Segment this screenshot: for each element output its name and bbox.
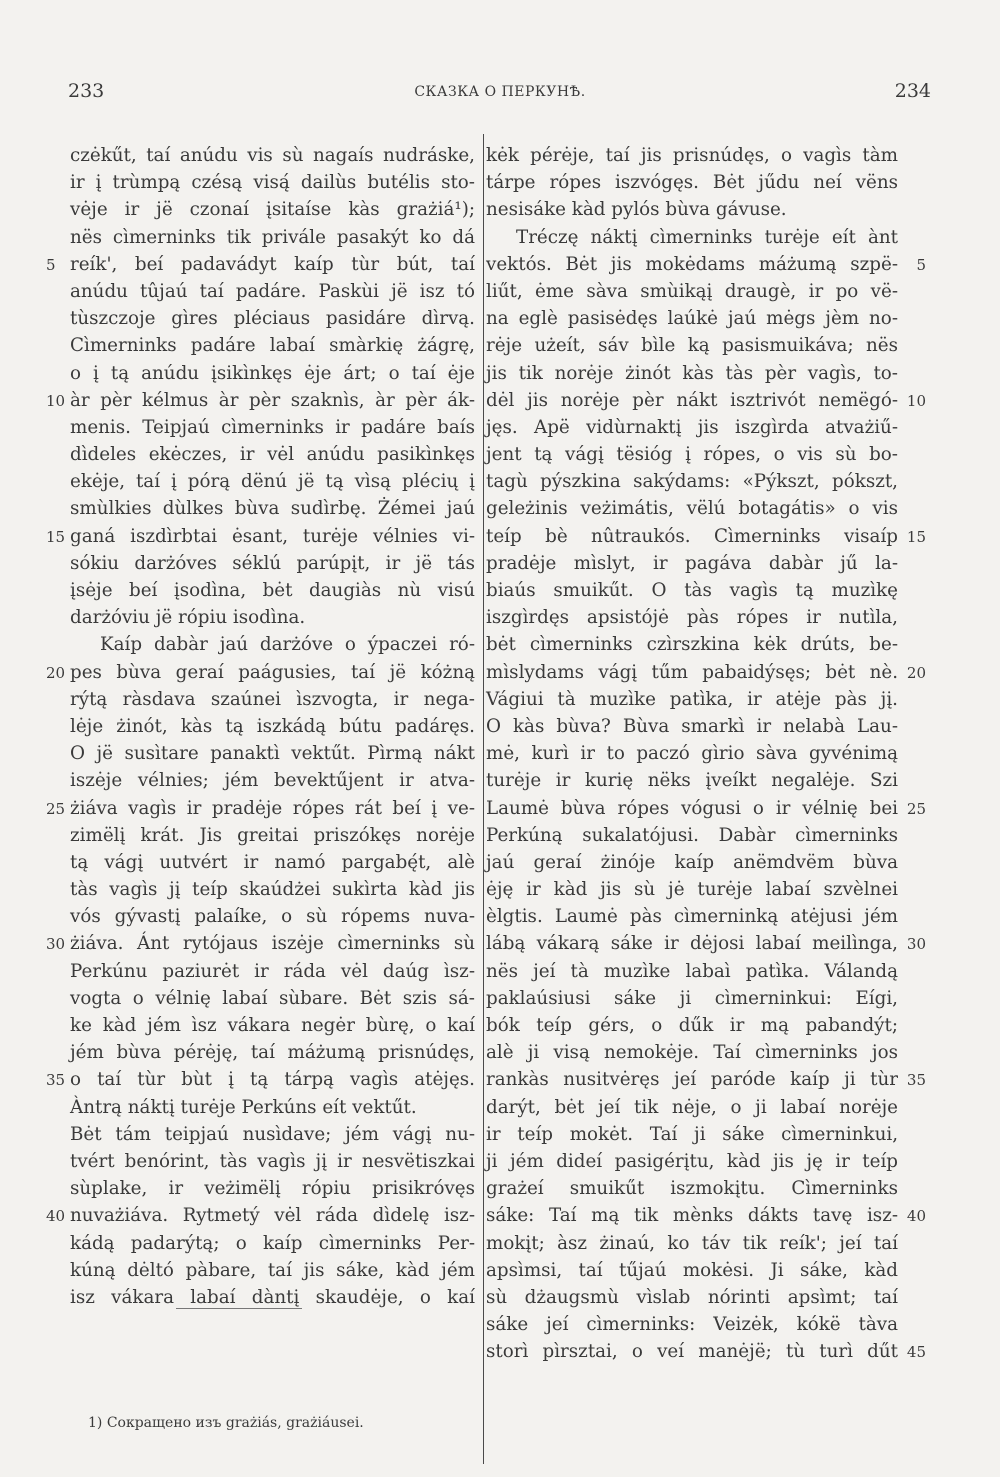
text-line — [70, 1012, 475, 1039]
line-number: 5 — [916, 255, 926, 274]
text-line — [486, 387, 926, 414]
line-number: 5 — [46, 255, 56, 274]
text-line — [486, 713, 898, 740]
text-line — [70, 169, 475, 196]
line-text: reík', beí padavádyt kaíp tùr bút, taí — [70, 253, 475, 275]
line-number: 20 — [906, 663, 926, 682]
line-text: kėk pérėje, taí jis prisnúdęs, o vagìs tàm — [486, 145, 898, 166]
running-title: СКАЗКА О ПЕРКУНѢ. — [414, 84, 586, 100]
text-line — [486, 1338, 926, 1365]
line-text: biaús smuikűt. O tàs vagìs tą muzìkę — [486, 580, 898, 601]
text-line — [70, 550, 475, 577]
line-text: apsìmsi, taí tűjaú mokėsi. Ji sáke, kàd — [486, 1259, 898, 1281]
line-text: dėl jis norėje pèr nákt isztrivót nemëgó- — [486, 389, 898, 411]
line-text: nës jeí tà muzìke labaì patìka. Válandą — [486, 960, 898, 982]
text-line — [486, 604, 898, 631]
line-text: Vágiui tà muzìke patìka, ir atėje pàs jį. — [486, 688, 898, 710]
text-line — [70, 876, 475, 903]
text-line — [486, 305, 898, 332]
line-text: kádą padarýtą; o kaíp cìmerninks Per- — [70, 1232, 475, 1254]
line-text: Perkúnu paziurėt ir ráda vėl daúg ìsz- — [70, 960, 475, 982]
text-line — [486, 332, 898, 359]
text-line — [486, 441, 898, 468]
text-line — [486, 767, 898, 794]
text-line — [486, 1257, 898, 1284]
text-line — [70, 1175, 475, 1202]
text-line — [486, 523, 926, 550]
line-text: tagù pýszkina sakýdams: «Pýkszt, pókszt, — [486, 471, 898, 493]
text-line — [70, 305, 475, 332]
line-text: Àntrą náktį turėje Perkúns eít vektűt. — [70, 1096, 417, 1118]
line-text: èlgtis. Laumė pàs cìmerninką atėjusi jém — [486, 906, 898, 928]
text-line — [486, 822, 898, 849]
line-text: bók teíp gérs, o dűk ir mą pabandýt; — [486, 1015, 898, 1036]
text-line — [486, 631, 898, 658]
line-number: 35 — [46, 1071, 66, 1090]
line-text: smùlkies dùlkes bùva sudìrbę. Żémei jaú — [70, 498, 475, 520]
line-text: jent tą vágį tësióg į rópes, o vis sù bo- — [486, 444, 898, 466]
line-text: lábą vákarą sáke ir dėjosi labaí meilìnga, — [486, 933, 898, 955]
line-text: zimëlį krát. Jis greitai priszókęs norėje — [70, 824, 475, 846]
line-text: sáke jeí cìmerninks: Veizėk, kókë tàva — [486, 1314, 898, 1336]
text-line — [70, 1257, 475, 1284]
page-number-left: 233 — [68, 80, 105, 102]
line-number: 30 — [46, 935, 66, 954]
line-text: vós gývastį palaíke, o sù rópems nuva- — [70, 906, 475, 928]
text-line — [486, 577, 898, 604]
line-text: mìslydams vágį tűm pabaidýsęs; bėt nè. — [486, 661, 898, 683]
line-text: pradėje mìslyt, ir pagáva dabàr jű la- — [486, 552, 898, 574]
text-line — [486, 958, 898, 985]
text-line — [486, 550, 898, 577]
line-text: vogta o vélnię labaí sùbare. Bėt szis sá- — [70, 987, 475, 1009]
line-text: na eglè pasisėdęs laúkė jaú mėgs jèm no- — [486, 308, 898, 330]
line-text: ir teíp mokėt. Taí ji sáke cìmerninkui, — [486, 1123, 898, 1145]
text-line — [70, 822, 475, 849]
line-text: jém bùva pérėję, taí máżumą prisnúdęs, — [70, 1042, 475, 1064]
text-line — [486, 876, 898, 903]
text-line — [486, 278, 898, 305]
line-text: vektós. Bėt jis mokėdams máżumą szpë- — [486, 253, 898, 275]
text-line — [46, 795, 475, 822]
line-text: nuvażiáva. Rytmetý vėl ráda dìdelę isz- — [70, 1205, 475, 1227]
line-text: rėje użeít, sáv bìle ką pasismuikáva; nës — [486, 335, 898, 357]
text-line — [486, 1230, 898, 1257]
text-line — [486, 686, 898, 713]
text-line — [486, 985, 898, 1012]
line-text: pes bùva geraí paágusies, taí jë kóżną — [70, 661, 475, 683]
line-text: mė, kurì ir to paczó gìrio sàva gyvénimą — [486, 743, 898, 765]
line-text: anúdu tûjaú taí padáre. Paskùi jë isz tó — [70, 280, 475, 302]
line-text: sùplake, ir veżimëlį rópiu prisikróvęs — [70, 1178, 475, 1200]
line-text: iszgìrdęs apsistójė pàs rópes ir nutìla, — [486, 607, 898, 629]
text-line — [70, 332, 475, 359]
page-number-right: 234 — [894, 80, 931, 102]
text-line — [46, 523, 475, 550]
text-line — [486, 169, 898, 196]
text-line — [70, 495, 475, 522]
text-line — [70, 1284, 475, 1311]
text-line — [70, 958, 475, 985]
line-number: 30 — [906, 935, 926, 954]
line-number: 10 — [906, 391, 926, 410]
text-line — [486, 930, 926, 957]
line-number: 25 — [46, 799, 66, 818]
line-number: 10 — [46, 391, 66, 410]
line-text: żiáva vagìs ir pradėje rópes rát beí į ve- — [70, 797, 475, 819]
right-column — [486, 142, 926, 1365]
text-line — [486, 414, 898, 441]
line-text: lėje żinót, kàs tą iszkádą bútu padáręs. — [70, 715, 475, 737]
line-text: O kàs bùva? Bùva smarkì ir nelabà Lau- — [486, 715, 898, 737]
text-line — [486, 659, 926, 686]
line-text: jęs. Apë vidùrnaktį jis iszgìrda atvażiű- — [486, 416, 898, 438]
text-line — [46, 930, 475, 957]
text-line — [70, 985, 475, 1012]
line-text: turėje ir kurię nëks įveíkt negalėje. Szi — [486, 770, 898, 792]
line-text: tárpe rópes iszvógęs. Bėt jűdu neí vëns — [486, 172, 898, 194]
line-text: Cìmerninks padáre labaí smàrkię żágrę, — [70, 335, 475, 357]
line-text: tą vágį uutvért ir namó pargabę́t, alè — [70, 851, 475, 873]
line-text: àr pèr kélmus àr pèr szaknìs, àr pèr ák- — [70, 389, 475, 411]
line-text: rýtą ràsdava szaúnei ìszvogta, ir negа- — [70, 688, 475, 710]
text-line — [70, 849, 475, 876]
line-text: darýt, bėt jeí tik nėje, o ji labaí norėje — [486, 1096, 898, 1118]
text-line — [46, 659, 475, 686]
footnote: 1) Сокращено изъ grażiás, grażiáusei. — [88, 1415, 364, 1431]
left-column — [46, 142, 475, 1311]
page-header — [0, 80, 1000, 110]
line-text: o taí tùr bùt į tą tárpą vagìs atėjęs. — [70, 1069, 475, 1091]
line-number: 45 — [906, 1343, 926, 1362]
text-line — [486, 468, 898, 495]
text-line — [486, 1039, 898, 1066]
line-text: ėję ir kàd jis sù jė turėje labaí szvèlnei — [486, 879, 898, 901]
text-line — [486, 360, 898, 387]
line-text: tùszczoje gìres pléciaus pasidáre dìrvą. — [70, 308, 475, 330]
line-text: żiáva. Ánt rytójaus iszėje cìmerninks sù — [70, 933, 475, 955]
line-text: sù dżaugsmù vìslab nórinti apsìmt; taí — [486, 1286, 898, 1308]
line-text: O jë susìtare panaktì vektűt. Pìrmą nákt — [70, 743, 475, 765]
text-line — [486, 740, 898, 767]
line-text: alè ji visą nemokėje. Taí cìmerninks jos — [486, 1042, 898, 1064]
line-text: įsėje beí įsodìna, bėt daugiàs nù visú — [70, 580, 475, 601]
line-text: sókiu darżóves séklú parúpįt, ir jë tás — [70, 552, 475, 574]
line-text: tvért benórint, tàs vagìs jį ir nesvëtiszkai — [70, 1150, 475, 1172]
text-line — [70, 713, 475, 740]
line-text: Perkúną sukalatójusi. Dabàr cìmerninks — [486, 824, 898, 846]
line-text: menis. Teipjaú cìmerninks ir padáre baís — [70, 416, 475, 438]
line-text: liűt, ėme sàva smùikąį draugè, ir po vë- — [486, 280, 898, 302]
line-number: 25 — [906, 799, 926, 818]
text-line — [486, 224, 898, 251]
line-text: jis tik norėje żinót kàs tàs pèr vagìs, to- — [486, 362, 898, 384]
text-line — [46, 1202, 475, 1229]
line-text: mokįt; àsz żinaú, ko táv tik reík'; jeí taí — [486, 1232, 898, 1254]
line-text: paklaúsiusi sáke ji cìmerninkui: Eígi, — [486, 987, 898, 1009]
text-line — [486, 1284, 898, 1311]
text-line — [70, 468, 475, 495]
text-line — [70, 740, 475, 767]
line-text: kúną dėltó pàbare, taí jis sáke, kàd jém — [70, 1259, 475, 1281]
line-text: tàs vagìs jį teíp skaúdżei sukìrta kàd jis — [70, 879, 475, 901]
text-line — [70, 1230, 475, 1257]
line-text: geleżinis veżimátis, vëlú botagátis» o vis — [486, 498, 898, 520]
text-line — [486, 849, 898, 876]
line-number: 15 — [46, 527, 66, 546]
text-line — [486, 1012, 898, 1039]
text-line — [70, 631, 475, 658]
text-line — [70, 1148, 475, 1175]
line-text: ganá iszdìrbtai ėsant, turėje vélnies vi- — [70, 525, 475, 547]
text-line — [486, 1066, 926, 1093]
text-line — [486, 142, 898, 169]
text-line — [486, 495, 898, 522]
line-text: sáke: Taí mą tik mènks dákts tavę isz- — [486, 1205, 898, 1227]
line-text: storì pìrsztai, o veí manėjë; tù turì dűt — [486, 1341, 898, 1363]
text-line — [486, 903, 898, 930]
line-number: 40 — [906, 1207, 926, 1226]
text-line — [70, 1094, 475, 1121]
line-text: isz vákara labaí dàntį skaudėje, o kaí — [70, 1286, 475, 1308]
line-number: 20 — [46, 663, 66, 682]
text-line — [70, 767, 475, 794]
footnote-rule — [176, 1308, 302, 1309]
text-line — [70, 1039, 475, 1066]
text-line — [70, 577, 475, 604]
text-line — [70, 1121, 475, 1148]
text-line — [46, 1066, 475, 1093]
line-number: 15 — [906, 527, 926, 546]
text-line — [70, 196, 475, 223]
line-text: rankàs nusitvėręs jeí paróde kaíp ji tùr — [486, 1069, 898, 1091]
text-line — [46, 387, 475, 414]
line-number: 40 — [46, 1207, 66, 1226]
text-line — [70, 414, 475, 441]
text-line — [70, 142, 475, 169]
line-text: ir į trùmpą czésą visą́ dailùs butélis sto- — [70, 172, 475, 194]
text-line — [70, 360, 475, 387]
text-line — [70, 604, 475, 631]
line-text: iszėje vélnies; jém bevektűjent ir atva- — [70, 770, 475, 792]
line-text: grażeí smuikűt iszmokįtu. Cìmerninks — [486, 1178, 898, 1200]
text-line — [70, 224, 475, 251]
line-text: Tréczę náktį cìmerninks turėje eít ànt — [516, 226, 898, 248]
text-line — [486, 1148, 898, 1175]
text-line — [486, 1175, 898, 1202]
text-line — [486, 196, 898, 223]
line-text: Bėt tám teipjaú nusìdave; jém vágį nu- — [70, 1123, 475, 1145]
line-text: ke kàd jém ìsz vákara negėr bùrę, o kaí — [70, 1015, 475, 1036]
line-text: vėje ir jë czonaí įsitaíse kàs grażiá¹); — [70, 199, 475, 221]
text-line — [486, 1121, 898, 1148]
text-line — [70, 686, 475, 713]
text-line — [70, 278, 475, 305]
line-number: 35 — [906, 1071, 926, 1090]
line-text: nesisáke kàd pylós bùva gávuse. — [486, 199, 787, 221]
line-text: ekėje, taí į pórą dënú jë tą vìsą plécių į — [70, 471, 475, 493]
line-text: nës cìmerninks tik privále pasakýt ko dá — [70, 226, 475, 248]
text-line — [486, 795, 926, 822]
text-line — [70, 903, 475, 930]
line-text: jaú geraí żinóje kaíp anëmdvëm bùva — [486, 851, 898, 873]
line-text: czėkűt, taí anúdu vis sù nagaís nudráske, — [70, 145, 475, 166]
line-text: ji jém dideí pasigérįtu, kàd jis ję ir teíp — [486, 1150, 898, 1172]
text-line — [46, 251, 475, 278]
line-text: o į tą anúdu įsikìnkęs ėje árt; o taí ėje — [70, 362, 475, 384]
line-text: bėt cìmerninks czìrszkina kėk drúts, be- — [486, 634, 898, 656]
line-text: Kaíp dabàr jaú darżóve o ýpaczei ró- — [100, 634, 475, 656]
line-text: dìdeles ekėczes, ir vėl anúdu pasikìnkęs — [70, 444, 475, 466]
line-text: Laumė bùva rópes vógusi o ir vélnię bei — [486, 797, 898, 819]
text-line — [486, 1202, 926, 1229]
text-line — [486, 251, 926, 278]
text-line — [70, 441, 475, 468]
column-divider — [483, 134, 484, 1464]
text-line — [486, 1094, 898, 1121]
text-line — [486, 1311, 898, 1338]
line-text: teíp bè nûtraukós. Cìmerninks visaíp — [486, 525, 898, 547]
line-text: darżóviu jë rópiu isodìna. — [70, 607, 306, 629]
